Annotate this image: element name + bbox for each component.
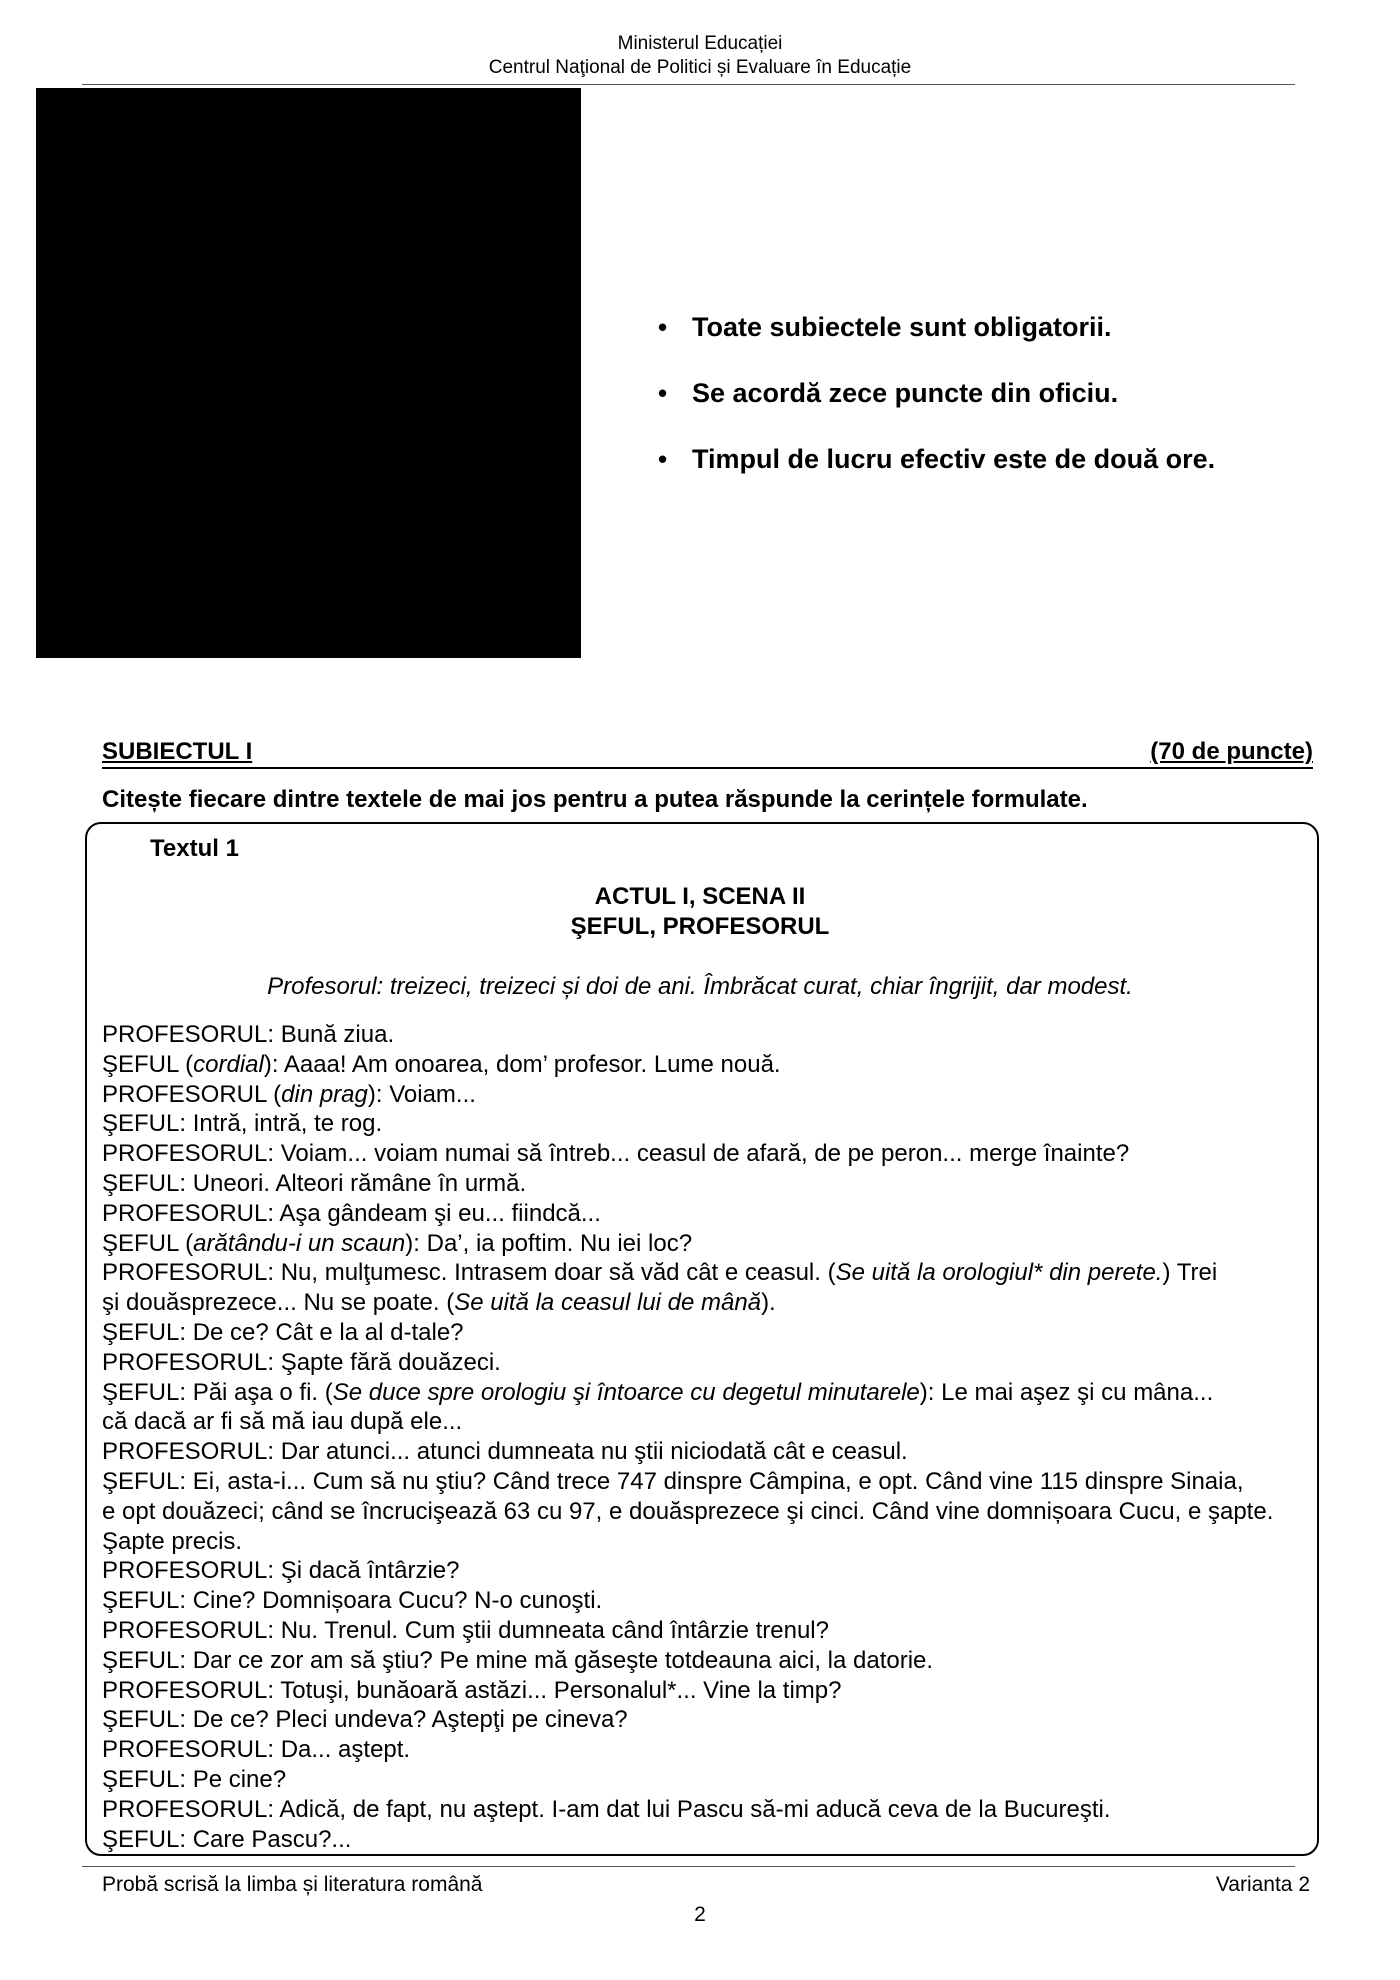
dialogue-text: PROFESORUL: Şapte fără douăzeci. <box>102 1348 501 1376</box>
dialogue-line <box>102 1050 1312 1080</box>
dialogue-text: ŞEFUL: Ei, asta-i... Cum să nu ştiu? Când trece 747 dinspre Câmpina, e opt. Când vine 115 dinspre Sinaia, <box>102 1467 1244 1495</box>
dialogue-line <box>102 1080 1312 1110</box>
dialogue-text: ŞEFUL: De ce? Pleci undeva? Aştepţi pe cineva? <box>102 1706 628 1734</box>
dialogue-text: ): Le mai aşez şi cu mâna... <box>919 1378 1214 1406</box>
dialogue-line <box>102 1497 1312 1527</box>
footer-divider <box>82 1866 1295 1867</box>
dialogue-line <box>102 1825 1312 1855</box>
dialogue-text: ) Trei <box>1162 1259 1218 1287</box>
act-heading: ACTUL I, SCENA II <box>594 883 806 910</box>
dialogue-text: ŞEFUL: Care Pascu?... <box>102 1825 352 1853</box>
dialogue-text: PROFESORUL: Dar atunci... atunci dumneata nu ştii niciodată cât e ceasul. <box>102 1438 908 1466</box>
dialogue-text: PROFESORUL: Da... aştept. <box>102 1736 411 1764</box>
footer-variant: Varianta 2 <box>1215 1873 1310 1896</box>
dialogue-line <box>102 1646 1312 1676</box>
dialogue-line <box>102 1020 1312 1050</box>
dialogue-text: PROFESORUL: Aşa gândeam şi eu... fiindcă... <box>102 1199 601 1227</box>
dialogue-line <box>102 1229 1312 1259</box>
stage-note: Se uită la ceasul lui de mână <box>454 1289 762 1317</box>
dialogue-text: PROFESORUL ( <box>102 1080 282 1108</box>
dialogue-line <box>102 1705 1312 1735</box>
dialogue-line <box>102 1735 1312 1765</box>
dialogue-line <box>102 1556 1312 1586</box>
dialogue-line <box>102 1288 1312 1318</box>
dialogue-line <box>102 1616 1312 1646</box>
dialogue-text: Şapte precis. <box>102 1527 243 1555</box>
dialogue-text: ): Da’, ia poftim. Nu iei loc? <box>405 1229 693 1257</box>
stage-direction: Profesorul: treizeci, treizeci și doi de ani. Îmbrăcat curat, chiar îngrijit, dar modest. <box>267 973 1133 1000</box>
stage-note: Se duce spre orologiu şi întoarce cu degetul minutarele <box>332 1378 920 1406</box>
redacted-block <box>36 88 581 658</box>
dialogue-line <box>102 1139 1312 1169</box>
rule-item: • Toate subiectele sunt obligatorii. <box>652 310 1215 344</box>
dialogue-line <box>102 1378 1312 1408</box>
subject-points: (70 de puncte) <box>1150 738 1313 765</box>
footer-exam-name: Probă scrisă la limba și literatura română <box>102 1873 483 1896</box>
dialogue-text: ): Voiam... <box>367 1080 476 1108</box>
dialogue-line <box>102 1348 1312 1378</box>
subject-title: SUBIECTUL I <box>102 738 253 765</box>
dialogue-text: PROFESORUL: Nu, mulţumesc. Intrasem doar să văd cât e ceasul. ( <box>102 1259 836 1287</box>
dialogue-text: ). <box>761 1289 776 1317</box>
dialogue-text: ŞEFUL: Dar ce zor am să ştiu? Pe mine mă găseşte totdeauna aici, la datorie. <box>102 1646 934 1674</box>
header-ministry: Ministerul Educației <box>617 33 783 54</box>
dialogue-line <box>102 1109 1312 1139</box>
dialogue <box>102 1020 1312 1854</box>
dialogue-line <box>102 1437 1312 1467</box>
dialogue-line <box>102 1527 1312 1557</box>
characters-heading: ŞEFUL, PROFESORUL <box>570 913 830 940</box>
dialogue-line <box>102 1407 1312 1437</box>
dialogue-text: ŞEFUL ( <box>102 1229 194 1257</box>
dialogue-line <box>102 1318 1312 1348</box>
stage-note: cordial <box>193 1050 264 1078</box>
dialogue-text: şi douăsprezece... Nu se poate. ( <box>102 1289 455 1317</box>
text-label: Textul 1 <box>150 835 239 862</box>
dialogue-line <box>102 1258 1312 1288</box>
subject-heading-row <box>102 737 1313 769</box>
dialogue-text: PROFESORUL: Totuşi, bunăoară astăzi... Personalul*... Vine la timp? <box>102 1676 842 1704</box>
page-number: 2 <box>694 1903 706 1926</box>
dialogue-text: că dacă ar fi să mă iau după ele... <box>102 1408 463 1436</box>
dialogue-text: ): Aaaa! Am onoarea, dom’ profesor. Lume nouă. <box>263 1050 781 1078</box>
stage-note: din prag <box>281 1080 368 1108</box>
dialogue-line <box>102 1765 1312 1795</box>
dialogue-text: PROFESORUL: Nu. Trenul. Cum ştii dumneata când întârzie trenul? <box>102 1616 829 1644</box>
header-divider <box>82 84 1295 85</box>
dialogue-text: PROFESORUL: Şi dacă întârzie? <box>102 1557 460 1585</box>
dialogue-text: e opt douăzeci; când se încrucişează 63 cu 97, e douăsprezece şi cinci. Când vine domnișoara Cucu, e şapte. <box>102 1497 1274 1525</box>
dialogue-line <box>102 1467 1312 1497</box>
dialogue-line <box>102 1199 1312 1229</box>
dialogue-text: ŞEFUL: Cine? Domnișoara Cucu? N-o cunoşti. <box>102 1587 603 1615</box>
dialogue-text: ŞEFUL ( <box>102 1050 194 1078</box>
stage-note: Se uită la orologiul* din perete. <box>835 1259 1163 1287</box>
rule-item: • Timpul de lucru efectiv este de două ore. <box>652 442 1215 476</box>
exam-rules-list <box>652 310 1215 508</box>
dialogue-text: ŞEFUL: De ce? Cât e la al d-tale? <box>102 1318 464 1346</box>
rule-item: • Se acordă zece puncte din oficiu. <box>652 376 1215 410</box>
dialogue-line <box>102 1676 1312 1706</box>
dialogue-text: ŞEFUL: Intră, intră, te rog. <box>102 1110 383 1138</box>
dialogue-text: ŞEFUL: Pe cine? <box>102 1765 287 1793</box>
header-center: Centrul Naţional de Politici și Evaluare în Educație <box>488 57 912 78</box>
dialogue-text: PROFESORUL: Adică, de fapt, nu aştept. I-am dat lui Pascu să-mi aducă ceva de la Bucureşti. <box>102 1795 1111 1823</box>
subject-instruction: Citește fiecare dintre textele de mai jos pentru a putea răspunde la cerințele formulate. <box>102 786 1088 813</box>
dialogue-text: ŞEFUL: Păi aşa o fi. ( <box>102 1378 333 1406</box>
stage-note: arătându-i un scaun <box>193 1229 406 1257</box>
dialogue-text: ŞEFUL: Uneori. Alteori rămâne în urmă. <box>102 1169 527 1197</box>
dialogue-text: PROFESORUL: Voiam... voiam numai să întreb... ceasul de afară, de pe peron... merge înainte? <box>102 1140 1130 1168</box>
dialogue-line <box>102 1795 1312 1825</box>
dialogue-text: PROFESORUL: Bună ziua. <box>102 1021 395 1048</box>
dialogue-line <box>102 1169 1312 1199</box>
dialogue-line <box>102 1586 1312 1616</box>
